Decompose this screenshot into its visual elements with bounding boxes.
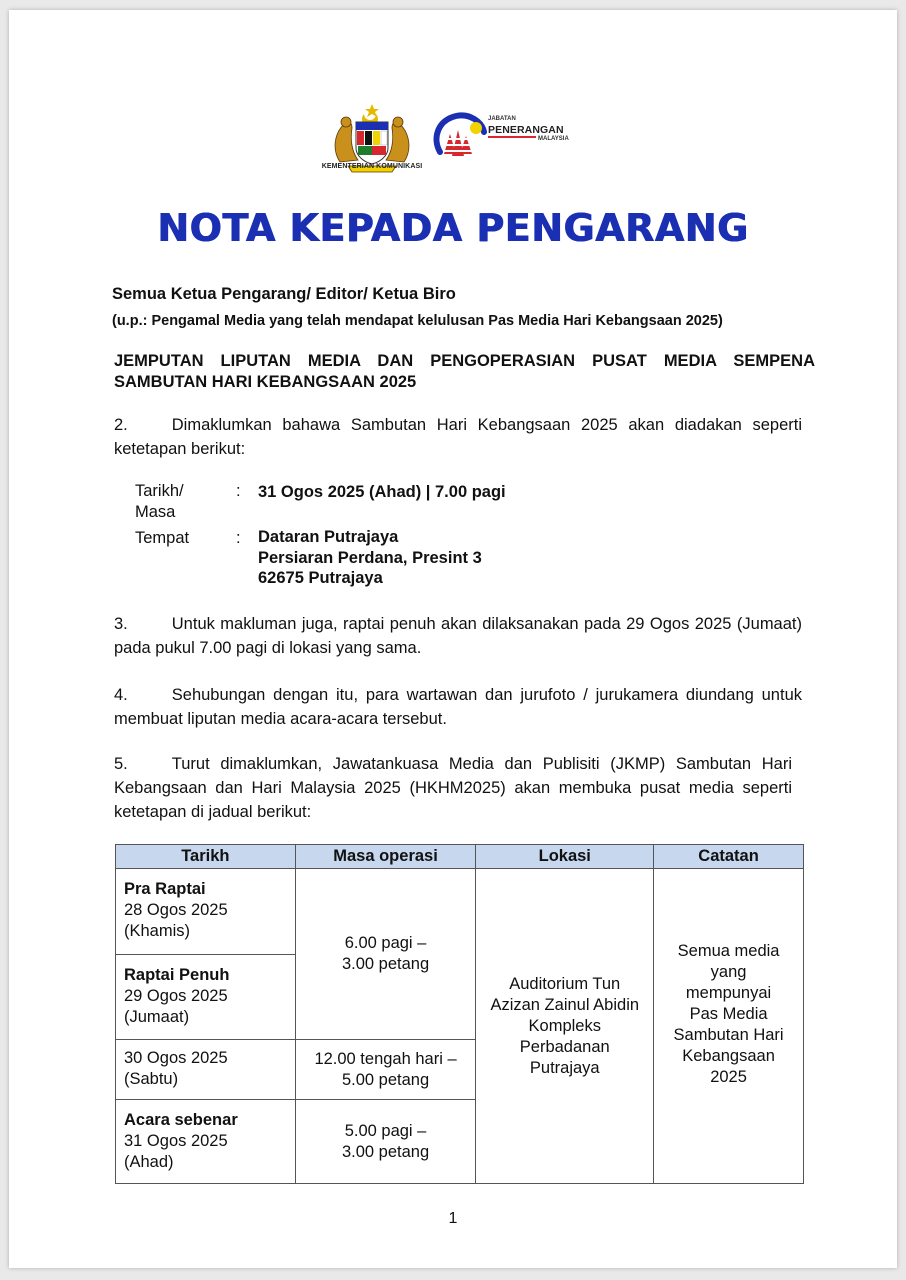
attention-line: (u.p.: Pengamal Media yang telah mendapat kelulusan Pas Media Hari Kebangsaan 2025) bbox=[112, 313, 723, 329]
paragraph-3 bbox=[114, 612, 802, 660]
time-line: 5.00 petang bbox=[341, 1070, 430, 1089]
paragraph-text: Untuk makluman juga, raptai penuh akan dilaksanakan pada 29 Ogos 2025 (Jumaat) pada pukul 7.00 pagi di lokasi yang sama. bbox=[114, 615, 802, 657]
jp-label-big: PENERANGAN bbox=[488, 124, 564, 136]
time-cell bbox=[295, 869, 476, 1040]
location-line: Kompleks bbox=[528, 1016, 601, 1035]
date-cell bbox=[116, 1040, 296, 1100]
paragraph-text: Turut dimaklumkan, Jawatankuasa Media dan Publisiti (JKMP) Sambutan Hari Kebangsaan dan Hari Malaysia 2025 (HKHM2025) akan membuka pusat media seperti ketetapan di jadual berikut: bbox=[114, 755, 792, 821]
row-title: Raptai Penuh bbox=[124, 966, 230, 984]
time-line: 3.00 petang bbox=[341, 954, 430, 973]
row-day: (Sabtu) bbox=[124, 1070, 179, 1088]
place-line-1: Dataran Putrajaya bbox=[258, 528, 399, 546]
row-title: Acara sebenar bbox=[124, 1111, 238, 1129]
jabatan-penerangan-logo bbox=[430, 108, 580, 164]
paragraph-4 bbox=[114, 683, 802, 731]
date-cell bbox=[116, 1100, 296, 1184]
row-date: 28 Ogos 2025 bbox=[124, 901, 228, 919]
row-date: 29 Ogos 2025 bbox=[124, 987, 228, 1005]
column-header: Catatan bbox=[654, 845, 804, 869]
note-line: Semua media bbox=[677, 941, 780, 960]
row-day: (Ahad) bbox=[124, 1153, 174, 1171]
note-line: mempunyai bbox=[685, 983, 772, 1002]
note-line: Pas Media bbox=[689, 1004, 768, 1023]
location-line: Auditorium Tun bbox=[509, 974, 621, 993]
place-colon: : bbox=[236, 529, 241, 547]
note-line: yang bbox=[710, 962, 747, 981]
time-line: 5.00 pagi – bbox=[344, 1121, 427, 1140]
date-label-1: Tarikh/ bbox=[135, 482, 184, 500]
paragraph-number: 4. bbox=[114, 686, 128, 704]
row-title: Pra Raptai bbox=[124, 880, 206, 898]
paragraph-number: 5. bbox=[114, 755, 128, 773]
time-cell bbox=[295, 1040, 476, 1100]
paragraph-number: 2. bbox=[114, 416, 128, 434]
recipients-line: Semua Ketua Pengarang/ Editor/ Ketua Biro bbox=[112, 285, 456, 303]
page-number: 1 bbox=[448, 1210, 458, 1227]
jp-label-small: JABATAN bbox=[488, 116, 516, 122]
note-line: Sambutan Hari bbox=[673, 1025, 784, 1044]
row-day: (Khamis) bbox=[124, 922, 191, 940]
place-line-3: 62675 Putrajaya bbox=[258, 569, 383, 587]
ministry-label: KEMENTERIAN KOMUNIKASI bbox=[321, 163, 423, 170]
paragraph-text: Dimaklumkan bahawa Sambutan Hari Kebangsaan 2025 akan diadakan seperti ketetapan berikut: bbox=[114, 416, 802, 458]
date-cell bbox=[116, 869, 296, 955]
time-cell bbox=[295, 1100, 476, 1184]
time-line: 12.00 tengah hari – bbox=[314, 1049, 457, 1068]
row-date: 30 Ogos 2025 bbox=[124, 1049, 228, 1067]
paragraph-text: Sehubungan dengan itu, para wartawan dan jurufoto / jurukamera diundang untuk membuat liputan media acara-acara tersebut. bbox=[114, 686, 802, 728]
row-day: (Jumaat) bbox=[124, 1008, 190, 1026]
table-header-row bbox=[116, 845, 804, 869]
note-line: Kebangsaan bbox=[682, 1046, 775, 1065]
row-date: 31 Ogos 2025 bbox=[124, 1132, 228, 1150]
paragraph-2 bbox=[114, 413, 802, 461]
paragraph-number: 3. bbox=[114, 615, 128, 633]
location-line: Azizan Zainul Abidin bbox=[490, 995, 640, 1014]
media-centre-schedule-table bbox=[115, 844, 804, 1184]
date-cell bbox=[116, 955, 296, 1040]
paragraph-5 bbox=[114, 752, 792, 824]
time-line: 3.00 petang bbox=[341, 1142, 430, 1161]
time-line: 6.00 pagi – bbox=[344, 933, 427, 952]
jp-label-country: MALAYSIA bbox=[538, 136, 569, 142]
place-line-2: Persiaran Perdana, Presint 3 bbox=[258, 549, 482, 567]
jp-underline bbox=[488, 136, 536, 138]
place-label: Tempat bbox=[135, 529, 190, 547]
document-title: NOTA KEPADA PENGARANG bbox=[157, 206, 749, 250]
location-cell bbox=[476, 869, 654, 1184]
table-row bbox=[116, 869, 804, 955]
date-value: 31 Ogos 2025 (Ahad) | 7.00 pagi bbox=[258, 483, 506, 501]
jp-emblem-icon bbox=[430, 108, 490, 164]
note-line: 2025 bbox=[710, 1067, 747, 1086]
column-header: Masa operasi bbox=[295, 845, 476, 869]
note-cell bbox=[654, 869, 804, 1184]
date-label-2: Masa bbox=[135, 503, 176, 521]
column-header: Lokasi bbox=[476, 845, 654, 869]
location-line: Putrajaya bbox=[529, 1058, 600, 1077]
location-line: Perbadanan bbox=[519, 1037, 610, 1056]
date-colon: : bbox=[236, 482, 241, 500]
subject-heading: JEMPUTAN LIPUTAN MEDIA DAN PENGOPERASIAN PUSAT MEDIA SEMPENA SAMBUTAN HARI KEBANGSAAN 2025 bbox=[114, 352, 815, 391]
column-header: Tarikh bbox=[116, 845, 296, 869]
